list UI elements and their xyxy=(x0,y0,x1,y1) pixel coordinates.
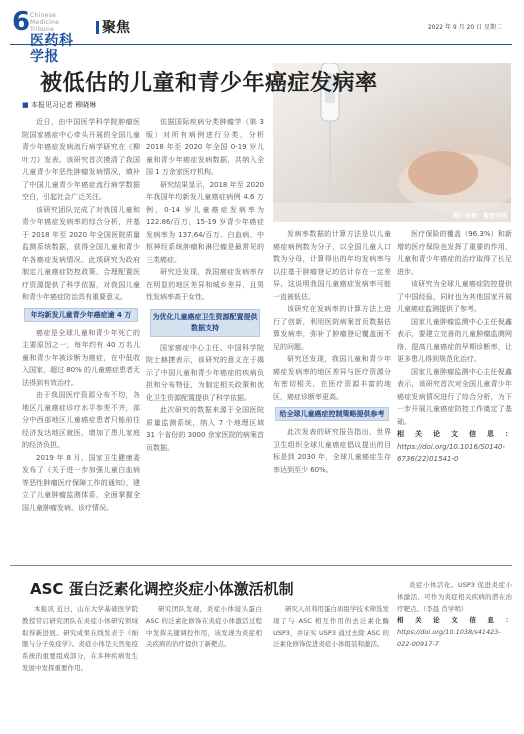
article-title: 被低估的儿童和青少年癌症发病率 xyxy=(40,71,378,96)
paragraph: 研究团队发现，炎症小体接头蛋白 ASC 的泛素化修饰在炎症小体激活过程中发挥关键调控作用，该发现为炎症相关疾病的治疗提供了新靶点。 xyxy=(146,605,262,649)
paragraph: 研究结果显示，2018 年至 2020 年我国年均新发儿童癌症病例 4.6 万例，0-14 岁儿童癌症发病率为 122.86/百万，15-19 岁青少年癌症发病率为 137.64/百万。白血病、中枢神经系统肿瘤和淋巴瘤是最常见的三类癌症。 xyxy=(146,180,264,264)
subheading: 为优化儿童癌症卫生资源配置提供数据支持 xyxy=(150,309,260,337)
article1-column-4 xyxy=(397,228,512,556)
paragraph: 国家儿童肿瘤监测中心主任倪鑫表示，该研究首次对全国儿童青少年癌症发病情况进行了综合分析，为下一步开展儿童癌症防控工作奠定了基础。 xyxy=(397,367,512,426)
article2-title: ASC 蛋白泛素化调控炎症小体激活机制 xyxy=(30,580,294,598)
logo-english: Chinese Medicine Tribune xyxy=(30,12,60,33)
paragraph: 近日，由中国医学科学院肿瘤医院国家癌症中心牵头开展的全国儿童青少年癌症发病流行病学研究在《柳叶刀》发表。该研究首次摸清了我国儿童青少年恶性肿瘤发病情况，填补了中国儿童青少年癌症流行病学数据空白，引起社会广泛关注。 xyxy=(22,118,140,201)
issue-info: 2022 年 9 月 20 日 星期二 xyxy=(427,24,502,31)
section-title xyxy=(96,17,130,37)
page-header xyxy=(0,0,524,65)
source-label: 相关论文信息： xyxy=(397,616,512,625)
source-link[interactable]: https://doi.org/10.1038/s41423-022-00917-7 xyxy=(397,628,501,648)
logo-chinese: 医药科学报 xyxy=(30,33,74,65)
newspaper-logo xyxy=(30,12,84,65)
paragraph: 该研究在发病率的计算方法上进行了创新，利用医院病案首页数据估算发病率，弥补了肿瘤登记覆盖面不足的问题。 xyxy=(273,305,391,351)
page-number: 6 xyxy=(12,7,31,37)
paragraph: 本报讯 近日，山东大学基础医学院教授常启研究团队在炎症小体研究领域取得新进展。研究成果在线发表于《细胞与分子免疫学》。炎症小体是天然免疫系统的重要组成部分，在多种疾病发生发展中发挥重要作用。 xyxy=(22,605,138,672)
header-rule xyxy=(10,44,512,45)
article2-column-3 xyxy=(273,604,389,724)
subheading: 年均新发儿童青少年癌症逾 4 万 xyxy=(24,308,138,322)
paper-source xyxy=(397,428,512,466)
paragraph: 2019 年 8 月，国家卫生健康委发布了《关于进一步加强儿童白血病等恶性肿瘤医疗保障工作的通知》，建立了儿童肿瘤监测体系，全面掌握全国儿童肿瘤发病、诊疗情况。 xyxy=(22,453,140,512)
paragraph: 发病率数据的计算方法是以儿童癌症病例数为分子，以全国儿童人口数为分母，计算得出的年均发病率与以往基于肿瘤登记的估计存在一定差异，这说明我国儿童癌症发病率可能一直被低估。 xyxy=(273,230,391,301)
source-link[interactable]: https://doi.org/10.1016/S0140-6736(22)01541-0 xyxy=(397,442,506,463)
article1-column-2 xyxy=(146,116,264,556)
paragraph: 由于我国医疗资源分布不均，各地区儿童癌症诊疗水平参差不齐，部分中西部地区儿童癌症患者只能前往经济发达地区就医，增加了患儿家庭的经济负担。 xyxy=(22,391,140,449)
paragraph: 该研究团队完成了对我国儿童和青少年癌症发病率的综合分析，并基于 2018 年至 2020 年全国医院质量监测系统数据，获得全国儿童和青少年各癌症发病情况。此项研究为政府制定儿童癌症防控政策、合理配置医疗资源提供了科学依据，对我国儿童和青少年癌症防治具有重要意义。 xyxy=(22,205,140,301)
article1-column-3 xyxy=(273,228,391,556)
paragraph: 癌症是全球儿童和青少年死亡的主要原因之一，每年约有 40 万名儿童和青少年被诊断为癌症，在中低收入国家，超过 80% 的儿童癌症患者无法得到有效治疗。 xyxy=(22,328,140,387)
article1-column-1 xyxy=(22,116,140,556)
author-marker: ■ xyxy=(22,101,29,109)
article2-column-4 xyxy=(397,580,512,724)
paragraph: 研究还发现，我国癌症发病率存在明显的地区差异和城乡差异，且男性发病率高于女性。 xyxy=(146,268,264,301)
paragraph: 医疗保险的覆盖（96.3%）和新增的医疗保险也发挥了重要的作用，儿童和青少年癌症的治疗取得了长足进步。 xyxy=(397,230,512,276)
source-label: 相关论文信息： xyxy=(397,430,512,438)
subheading: 给全球儿童癌症控制策略提供参考 xyxy=(275,407,389,421)
section-bar xyxy=(96,21,99,34)
paragraph: 此次研究的数据来源于全国医院质量监测系统，纳入 7 个地理区域 31 个省份的 3000 余家医院的病案首页数据。 xyxy=(146,406,264,452)
author-name: 本报见习记者 穆晓琳 xyxy=(30,101,97,109)
paragraph: 该研究为全球儿童癌症防控提供了中国经验，同时也为其他国家开展儿童癌症监测提供了参考。 xyxy=(397,280,512,313)
paragraph: 国家儿童肿瘤监测中心主任倪鑫表示，要建立完善的儿童肿瘤监测网络，提高儿童癌症的早期诊断率，让更多患儿得到规范化治疗。 xyxy=(397,317,512,363)
paragraph: 研究还发现，我国儿童和青少年癌症发病率的地区差异与医疗资源分布密切相关，在医疗资源丰富的地区，癌症诊断率更高。 xyxy=(273,355,391,401)
article2-column-2 xyxy=(146,604,262,724)
paper-source xyxy=(397,615,512,650)
article-author xyxy=(22,100,96,110)
photo-credit: 图片来源：视觉中国 xyxy=(452,213,507,220)
paragraph: 此次发表的研究报告指出，世界卫生组织全球儿童癌症倡议提出的目标是到 2030 年，全球儿童癌症生存率达到至少 60%。 xyxy=(273,428,391,474)
paragraph: 依据国际疾病分类肿瘤学（第 3 版）对所有病例进行分类，分析 2018 年至 2020 年全国 0-19 岁儿童和青少年癌症发病数据，共纳入全国 1 万余家医疗机构。 xyxy=(146,118,264,176)
paragraph: 研究人员利用蛋白质组学技术筛选发现了与 ASC 相互作用的去泛素化酶 USP3，并证实 USP3 通过去除 ASC 的泛素化修饰促进炎症小体组装和激活。 xyxy=(273,605,389,649)
paragraph: 炎症小体活化。USP3 促进炎症小体激活，可作为炎症相关疾病的潜在治疗靶点。（李晨 肖学明） xyxy=(397,581,512,613)
article2-column-1 xyxy=(22,604,138,724)
article-divider xyxy=(10,565,512,566)
paragraph: 国家癌症中心主任、中国科学院院士赫捷表示，该研究的意义在于揭示了中国儿童和青少年癌症的疾病负担和分布特征，为制定相关政策和优化卫生资源配置提供了科学依据。 xyxy=(146,343,264,402)
section-label: 聚焦 xyxy=(102,20,130,36)
